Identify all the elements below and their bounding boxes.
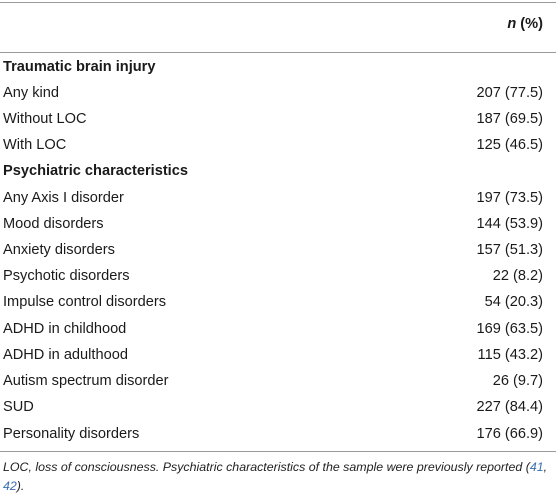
row-value: 125 (46.5) <box>476 137 543 153</box>
column-header-n-percent <box>507 16 543 32</box>
row-value: 227 (84.4) <box>476 399 543 415</box>
table-header-rule <box>0 52 556 53</box>
footnote-text-end: ). <box>16 479 25 493</box>
row-label: Impulse control disorders <box>3 294 167 310</box>
row-value: 197 (73.5) <box>476 190 543 206</box>
row-value: 115 (43.2) <box>477 347 543 363</box>
row-label: Personality disorders <box>3 426 140 442</box>
table-footnote <box>3 458 548 496</box>
table-row <box>0 421 556 447</box>
row-label: Any kind <box>3 85 59 101</box>
table-row <box>0 394 556 420</box>
column-header-percent: (%) <box>516 16 543 32</box>
row-label: Mood disorders <box>3 216 104 232</box>
row-value: 187 (69.5) <box>476 111 543 127</box>
table-row <box>0 342 556 368</box>
row-value: 169 (63.5) <box>476 321 543 337</box>
table-row <box>0 80 556 106</box>
row-label: Any Axis I disorder <box>3 190 124 206</box>
footnote-separator: , <box>543 460 548 474</box>
row-label: ADHD in adulthood <box>3 347 128 363</box>
section-title: Psychiatric characteristics <box>3 163 188 179</box>
row-label: Anxiety disorders <box>3 242 115 258</box>
row-value: 144 (53.9) <box>476 216 543 232</box>
section-header-traumatic-brain-injury <box>0 54 556 80</box>
column-header-n: n <box>507 16 517 32</box>
footnote-text: LOC, loss of consciousness. Psychiatric characteristics of the sample were previously reported ( <box>3 460 530 474</box>
row-label: Without LOC <box>3 111 87 127</box>
reference-link-41[interactable]: 41 <box>529 460 544 474</box>
row-value: 176 (66.9) <box>476 426 543 442</box>
row-value: 26 (9.7) <box>492 373 543 389</box>
row-value: 54 (20.3) <box>484 294 543 310</box>
table-top-rule <box>0 2 556 3</box>
table-row <box>0 368 556 394</box>
row-value: 22 (8.2) <box>492 268 543 284</box>
reference-link-42[interactable]: 42 <box>3 479 17 493</box>
row-label: With LOC <box>3 137 67 153</box>
row-label: Psychotic disorders <box>3 268 130 284</box>
section-title: Traumatic brain injury <box>3 59 156 75</box>
table-row <box>0 211 556 237</box>
row-value: 207 (77.5) <box>476 85 543 101</box>
table-row <box>0 316 556 342</box>
table-bottom-rule <box>0 451 556 452</box>
section-header-psychiatric-characteristics <box>0 158 556 184</box>
table-row <box>0 106 556 132</box>
row-label: SUD <box>3 399 34 415</box>
row-value: 157 (51.3) <box>476 242 543 258</box>
table-row <box>0 237 556 263</box>
row-label: Autism spectrum disorder <box>3 373 169 389</box>
table-row <box>0 185 556 211</box>
table-row <box>0 132 556 158</box>
table-row <box>0 263 556 289</box>
row-label: ADHD in childhood <box>3 321 127 337</box>
table-row <box>0 289 556 315</box>
